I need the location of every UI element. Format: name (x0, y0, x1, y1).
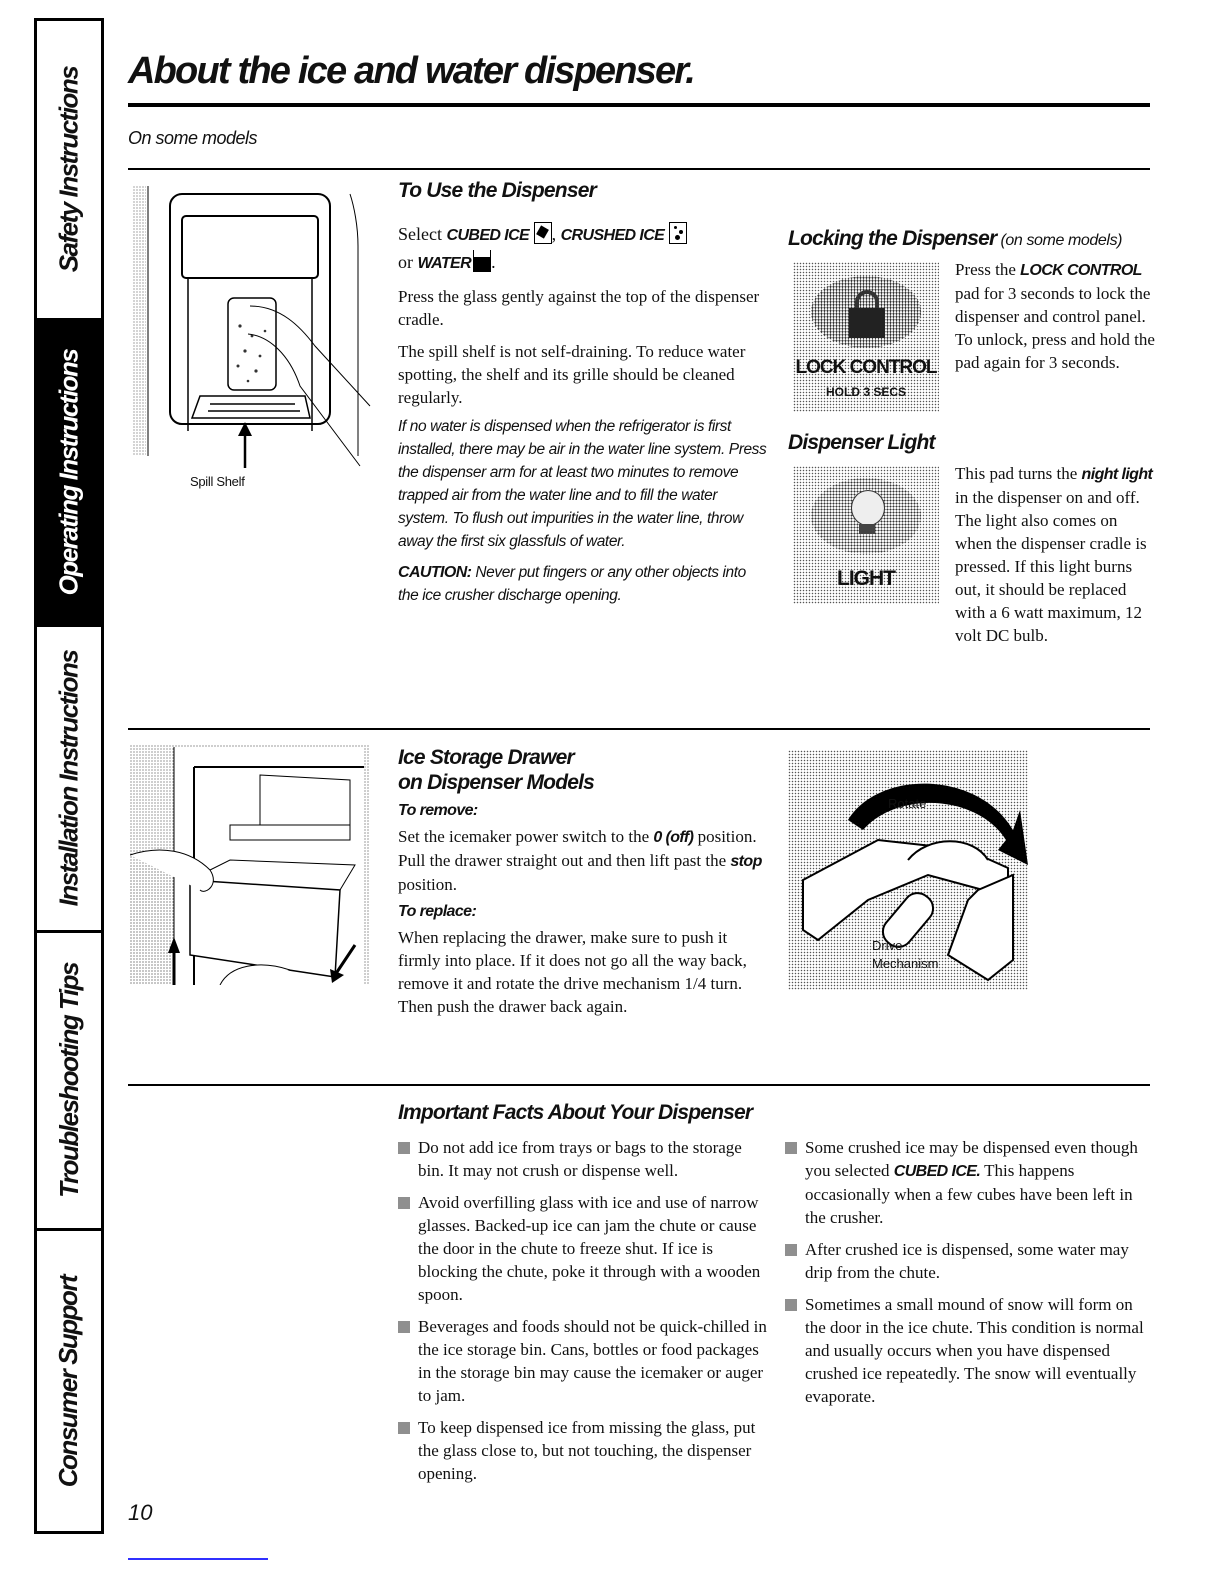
caution-label: CAUTION: (398, 564, 472, 581)
fact-item: Avoid overfilling glass with ice and use of narrow glasses. Backed-up ice can jam the chute or cause the door in the chute to freeze shut. If ice is blocking the chute, poke it through with a wooden spoon. (398, 1191, 768, 1306)
light-section (788, 430, 935, 455)
water-icon (473, 250, 491, 272)
drive-label: Drive (872, 938, 903, 953)
light-pad-label: LIGHT (837, 567, 895, 590)
remove-text: Set the icemaker power switch to the 0 (off) position. Pull the drawer straight out and then lift past the stop position. (398, 827, 762, 894)
ice-drawer-drawing (130, 745, 370, 985)
use-dispenser-section (398, 178, 768, 607)
page-subtitle: On some models (128, 128, 258, 148)
dispenser-drawing (130, 186, 375, 471)
drive-mechanism-illustration (788, 750, 1028, 990)
locking-heading: Locking the Dispenser (on some models) (788, 227, 1123, 250)
spill-shelf-label: Spill Shelf (190, 474, 245, 489)
stop-keyword: stop (730, 853, 762, 870)
dispenser-illustration (130, 186, 375, 471)
select-instruction: Select CUBED ICE , CRUSHED ICE or WATER . (398, 221, 768, 277)
cubed-ice-icon (534, 222, 552, 244)
section-tabs (34, 18, 104, 1534)
crushed-ice-icon (669, 222, 687, 244)
tab-label: Safety Instructions (53, 66, 84, 273)
section-divider (128, 168, 1150, 170)
use-dispenser-heading: To Use the Dispenser (398, 179, 596, 202)
to-remove-heading: To remove: (398, 802, 478, 819)
tab-installation-instructions[interactable] (37, 627, 101, 933)
light-heading: Dispenser Light (788, 431, 935, 454)
to-replace-heading: To replace: (398, 903, 477, 920)
bullet-icon (398, 1321, 410, 1333)
ice-drawer-heading-2: on Dispenser Models (398, 771, 595, 794)
bulb-base (859, 524, 875, 534)
tab-label: Troubleshooting Tips (53, 963, 84, 1198)
locking-text: Press the LOCK CONTROL pad for 3 seconds to lock the dispenser and control panel. To unlock, press and hold the pad again for 3 seconds. (955, 260, 1155, 372)
bullet-icon (785, 1142, 797, 1154)
cubed-ice-label: CUBED ICE (446, 227, 530, 244)
page-title: About the ice and water dispenser. (128, 50, 694, 92)
tab-safety-instructions[interactable] (37, 21, 101, 321)
section-divider (128, 728, 1150, 730)
replace-text: When replacing the drawer, make sure to push it firmly into place. If it does not go all the way back, remove it and rotate the drive mechanism 1/4 turn. Then push the drawer back again. (398, 928, 747, 1016)
section-divider (128, 1084, 1150, 1086)
lock-pad-sublabel: HOLD 3 SECS (825, 385, 906, 399)
use-paragraph-2: The spill shelf is not self-draining. To reduce water spotting, the shelf and its grille should be cleaned regularly. (398, 342, 746, 407)
page-number: 10 (128, 1500, 153, 1525)
mechanism-label: Mechanism (872, 956, 939, 971)
facts-list-right (785, 1136, 1155, 1417)
lock-icon (849, 308, 885, 338)
use-paragraph-1: Press the glass gently against the top of the dispenser cradle. (398, 287, 760, 329)
water-label: WATER (417, 255, 472, 272)
title-rule (128, 103, 1150, 107)
fact-item: To keep dispensed ice from missing the glass, put the glass close to, but not touching, the dispenser opening. (398, 1416, 768, 1485)
crushed-ice-label: CRUSHED ICE (560, 227, 665, 244)
caution-note: CAUTION: Never put fingers or any other objects into the ice crusher discharge opening. (398, 564, 746, 604)
ice-drawer-section (398, 745, 768, 1018)
tab-troubleshooting-tips[interactable] (37, 933, 101, 1231)
tab-label: Operating Instructions (53, 349, 84, 596)
fact-item: Beverages and foods should not be quick-chilled in the ice storage bin. Cans, bottles or food packages in the storage bin may cause the icemaker or auger to jam. (398, 1315, 768, 1407)
ice-drawer-heading-1: Ice Storage Drawer (398, 746, 574, 769)
tab-consumer-support[interactable] (37, 1231, 101, 1531)
tab-operating-instructions[interactable] (37, 321, 101, 627)
ice-drawer-illustration (130, 745, 370, 985)
off-keyword: 0 (off) (653, 829, 694, 846)
fact-item: Some crushed ice may be dispensed even though you selected CUBED ICE. This happens occasionally when a few cubes have been left in the crusher. (785, 1136, 1155, 1229)
bullet-icon (398, 1142, 410, 1154)
drive-mechanism-drawing (788, 750, 1028, 990)
lock-control-pad[interactable] (793, 262, 939, 412)
lock-control-keyword: LOCK CONTROL (1020, 262, 1142, 279)
bullet-icon (785, 1244, 797, 1256)
bullet-icon (398, 1197, 410, 1209)
facts-heading-wrap (398, 1100, 752, 1125)
tab-label: Installation Instructions (53, 650, 84, 907)
fact-item: After crushed ice is dispensed, some water may drip from the chute. (785, 1238, 1155, 1284)
tab-label: Consumer Support (53, 1275, 84, 1487)
bulb-icon (851, 490, 885, 526)
lock-pad-label: LOCK CONTROL (795, 357, 937, 378)
cubed-ice-keyword: CUBED ICE. (893, 1163, 981, 1180)
air-in-line-note: If no water is dispensed when the refrigerator is first installed, there may be air in the water line system. Press the dispenser arm for at least two minutes to remove trapped air from the water line and to fill the water system. To flush out impurities in the water line, throw away the first six glassfuls of water. (398, 418, 767, 550)
footer-link-underline[interactable] (128, 1558, 268, 1560)
rotate-label: Rotate (888, 796, 927, 811)
light-text: This pad turns the night light in the dispenser on and off. The light also comes on when the dispenser cradle is pressed. If this light burns out, it should be replaced with a 6 watt maximum, 12 volt DC bulb. (955, 464, 1153, 645)
locking-section (788, 226, 1158, 253)
fact-item: Sometimes a small mound of snow will form on the door in the ice chute. This condition is normal and usually occurs when you have dispensed crushed ice repeatedly. The snow will eventually evaporate. (785, 1293, 1155, 1408)
bullet-icon (398, 1422, 410, 1434)
facts-list-left (398, 1136, 768, 1494)
facts-heading: Important Facts About Your Dispenser (398, 1101, 753, 1124)
light-pad[interactable] (793, 466, 939, 604)
bullet-icon (785, 1299, 797, 1311)
fact-item: Do not add ice from trays or bags to the storage bin. It may not crush or dispense well. (398, 1136, 768, 1182)
night-light-keyword: night light (1081, 466, 1153, 483)
